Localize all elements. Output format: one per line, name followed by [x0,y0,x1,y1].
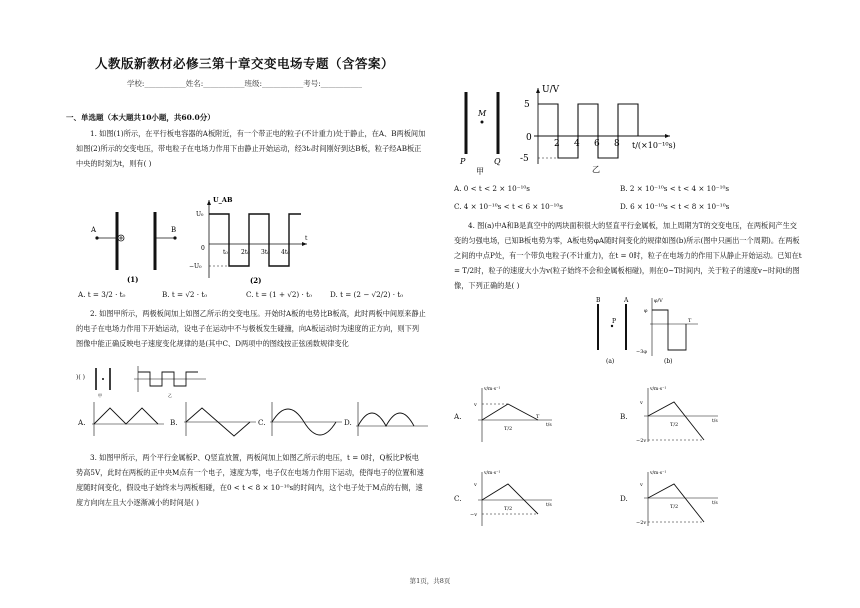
q1-option-b[interactable]: B. t = √2 · t₀ [162,290,208,299]
question-4-text: 4. 图(a)中A和B是真空中的两块面积很大的竖直平行金属板，加上周期为T的交变电压，在两板间产生交变的匀强电场，已知B板电势为零，A板电势φA随时间变化的规律如图(b)所示(图中只画出一个周期)。在两板之间的中点P处，有一个带负电粒子(不计重力)，在t = 0时，粒子在电场力的作用下从静止开始运动。已知在t = T/2时，粒子的速度大小为v(粒子始终不会和金属板相碰)，则在0~T时间内，关于粒子的速度v−时间t的图像，下列正确的是( ) [454,221,802,290]
svg-text:P: P [612,318,617,325]
q3-option-a[interactable]: A. 0 < t < 2 × 10⁻¹⁰s [454,184,530,193]
svg-text:t/s: t/s [546,503,552,508]
q3-figure-jia [458,88,508,176]
fig-label-b: B [171,226,177,234]
q4-option-c-graph [468,468,558,530]
svg-text:乙: 乙 [592,165,600,174]
svg-text:v/m·s⁻¹: v/m·s⁻¹ [650,471,667,476]
svg-text:t/(×10⁻¹⁰s): t/(×10⁻¹⁰s) [632,141,676,150]
q4-option-d[interactable]: D. [620,494,628,503]
q3-option-b[interactable]: B. 2 × 10⁻¹⁰s < t < 4 × 10⁻¹⁰s [620,184,730,193]
svg-text:U/V: U/V [542,85,560,95]
svg-text:2t₀: 2t₀ [241,249,250,256]
section-heading: 一、单选题（本大题共10小题，共60.0分） [66,113,215,122]
question-3-text: 3. 如图甲所示，两个平行金属板P、Q竖直放置，两板间加上如图乙所示的电压，t = 0时，Q板比P板电势高5V，此时在两板的正中央M点有一个电子，速度为零，电子仅在电场力作用下运动，使得电子的位置和速度随时间变化，假设电子始终未与两板相碰，在0 < t < 8 × 10⁻¹⁰s的时间内，这个电子处于M点的右侧，速度方向向左且大小逐渐减小的时间是( ) [76,453,424,507]
svg-text:M: M [478,109,487,118]
svg-text:v: v [640,400,643,406]
q1-option-d[interactable]: D. t = (2 − √2/2) · t₀ [330,290,404,299]
svg-text:v/m·s⁻¹: v/m·s⁻¹ [650,387,667,392]
q2-option-a[interactable]: A. [78,418,86,427]
svg-text:v/m·s⁻¹: v/m·s⁻¹ [484,387,501,392]
fig-u-axis: U_AB [213,196,233,204]
question-2-tail: )( ) [76,374,85,381]
q1-option-a[interactable]: A. t = 3/2 · t₀ [78,290,126,299]
svg-text:t/s: t/s [712,501,718,506]
svg-text:(b): (b) [664,358,673,365]
fig-label-a: A [91,226,97,234]
svg-text:乙: 乙 [168,393,172,398]
svg-text:t: t [305,235,308,242]
fig-u0: U₀ [196,211,204,218]
svg-text:T/2: T/2 [670,504,679,510]
q4-figure-b [636,296,700,366]
q2-option-d[interactable]: D. [344,418,352,427]
svg-text:4t₀: 4t₀ [281,249,290,256]
q4-option-b[interactable]: B. [620,412,628,421]
svg-text:A: A [624,297,629,304]
svg-text:B: B [596,297,601,304]
q4-figure-a [592,296,632,366]
svg-text:−2v: −2v [636,438,647,444]
svg-text:6: 6 [594,139,600,149]
svg-text:t/s: t/s [712,419,718,424]
q3-figure-yi [520,84,690,176]
svg-text:(a): (a) [606,358,615,365]
svg-text:甲: 甲 [98,393,102,398]
svg-text:v: v [474,482,477,488]
q4-option-a-graph [468,384,558,446]
svg-text:-5: -5 [520,154,529,164]
svg-text:t₀: t₀ [223,249,228,256]
svg-text:4: 4 [574,139,580,149]
svg-text:0: 0 [201,245,205,252]
svg-text:T: T [688,318,692,324]
question-1-text: 1. 如图(1)所示，在平行板电容器的A板附近，有一个带正电的粒子(不计重力)处于静止，在A、B两板间加如图(2)所示的交变电压，带电粒子在电场力作用下由静止开始运动，经3t₀时间刚好到达B板，粒子经AB板正中央的时刻为t，则有( ) [76,129,426,168]
svg-text:Q: Q [494,157,501,166]
svg-text:T: T [536,414,540,420]
svg-text:8: 8 [614,139,620,149]
svg-text:T/2: T/2 [504,426,513,432]
svg-text:v/m·s⁻¹: v/m·s⁻¹ [484,471,501,476]
q2-option-d-graph [352,400,430,440]
svg-text:v: v [640,482,643,488]
q3-option-c[interactable]: C. 4 × 10⁻¹⁰s < t < 6 × 10⁻¹⁰s [454,202,563,211]
svg-text:T/2: T/2 [670,422,679,428]
svg-text:φ/V: φ/V [654,298,663,304]
student-info-line: 学校:___________姓名:___________班级:___________考号:___________ [126,79,363,88]
fig-caption-2: (2) [250,276,262,285]
svg-text:5: 5 [524,100,530,110]
svg-text:−3φ: −3φ [636,349,647,355]
q2-option-a-graph [88,400,166,440]
q4-option-d-graph [634,468,724,530]
svg-text:T/2: T/2 [504,506,513,512]
svg-text:−v: −v [470,512,478,518]
page-footer: 第1页，共8页 [409,577,451,585]
question-2-text: 2. 如图甲所示，两极板间加上如图乙所示的交变电压。开始时A板的电势比B板高，此时两板中间原来静止的电子在电场力作用下开始运动，设电子在运动中不与极板发生碰撞，向A板运动时为速度的正方向，则下列图像中能正确反映电子速度变化规律的是(其中C、D两项中的图线按正弦函数规律变化 [76,309,426,348]
q1-option-c[interactable]: C. t = (1 + √2) · t₀ [246,290,312,299]
svg-text:3t₀: 3t₀ [261,249,270,256]
svg-text:φ: φ [644,308,648,314]
q4-option-c[interactable]: C. [454,494,462,503]
fig-neg-u0: −U₀ [189,263,202,270]
page-title: 人教版新教材必修三第十章交变电场专题（含答案） [94,56,394,71]
q1-figure-2 [189,196,315,286]
q3-option-d[interactable]: D. 6 × 10⁻¹⁰s < t < 8 × 10⁻¹⁰s [620,202,730,211]
q4-option-b-graph [634,384,724,446]
q1-figure-1 [85,200,177,284]
svg-text:v: v [474,402,477,408]
svg-text:0: 0 [526,133,532,143]
svg-text:t/s: t/s [546,423,552,428]
q2-option-c[interactable]: C. [258,418,266,427]
svg-text:−2v: −2v [636,520,647,526]
q2-figure [88,364,208,400]
q4-option-a[interactable]: A. [454,412,462,421]
q2-option-b-graph [180,400,258,440]
fig-caption-1: (1) [127,275,139,284]
q2-option-c-graph [266,400,344,440]
svg-text:2: 2 [554,139,560,149]
svg-text:P: P [460,157,466,166]
q2-option-b[interactable]: B. [170,418,178,427]
svg-text:甲: 甲 [476,167,484,176]
